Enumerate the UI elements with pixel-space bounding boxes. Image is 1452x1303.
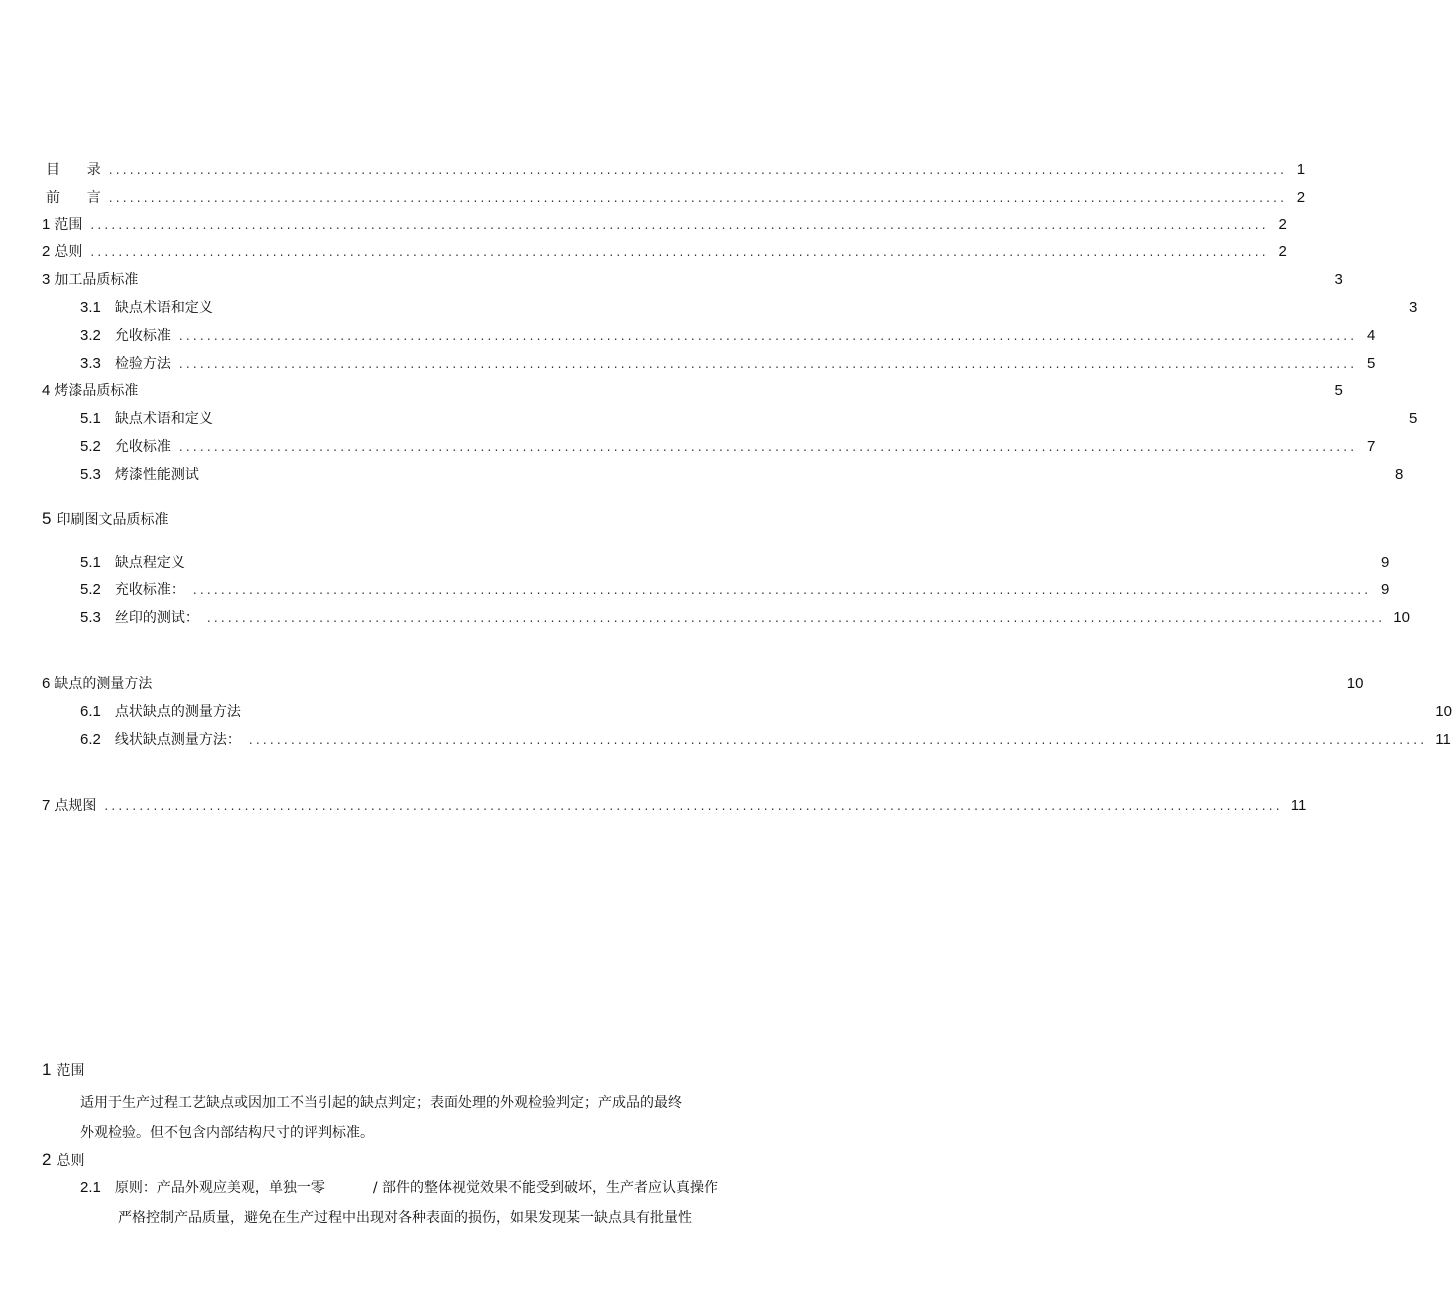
toc-entry-title: 缺点的测量方法 (54, 676, 153, 692)
toc-entry-page: 4 (1366, 327, 1376, 344)
toc-entry[interactable] (42, 674, 1364, 694)
toc-entry-title: 烤漆性能测试 (114, 467, 199, 483)
toc-leader-dots: ........................................................................................................................................................................ (108, 163, 1288, 177)
paragraph-line: 外观检验。但不包含内部结构尺寸的评判标准。 (80, 1125, 374, 1141)
toc-entry[interactable] (80, 437, 1376, 457)
toc-entry-page: 9 (1380, 554, 1390, 571)
toc-entry-number: 5.1 (80, 554, 101, 571)
toc-heading-number: 5 (42, 509, 52, 528)
toc-entry-title: 范围 (54, 217, 83, 233)
toc-entry[interactable] (80, 354, 1376, 374)
toc-leader-dots: ........................................................................................................................................................................ (90, 218, 1269, 232)
clause-text: 原则：产品外观应美观，单独一零 (114, 1180, 325, 1196)
toc-entry-number: 5.2 (80, 581, 101, 598)
toc-entry-number: 3.2 (80, 327, 101, 344)
toc-leader-dots: ........................................................................................................................................................................ (206, 611, 1386, 625)
toc-entry[interactable] (80, 608, 1410, 628)
clause-text: / 部件的整体视觉效果不能受到破坏，生产者应认真操作 (372, 1180, 719, 1196)
clause-2-1-line (80, 1178, 718, 1198)
toc-entry[interactable] (80, 702, 1452, 722)
toc-entry-page: 10 (1393, 609, 1410, 626)
toc-entry[interactable] (80, 730, 1451, 750)
toc-entry-page: 7 (1366, 438, 1376, 455)
toc-entry-title: 点规图 (54, 798, 97, 814)
toc-entry-title: 允收标准 (114, 328, 171, 344)
section-number: 1 (42, 1060, 52, 1079)
toc-entry-title: 检验方法 (114, 356, 171, 372)
toc-entry-page: 2 (1278, 216, 1287, 233)
toc-entry-page: 9 (1380, 581, 1390, 598)
toc-leader-dots: ........................................................................................................................................................................ (90, 245, 1269, 259)
toc-leader-dots: ........................................................................................................................................................................ (178, 357, 1358, 371)
toc-entry-title: 丝印的测试： (114, 610, 199, 626)
section-number: 2 (42, 1150, 52, 1169)
toc-entry-title: 允收标准 (114, 439, 171, 455)
toc-entry-title: 烤漆品质标准 (54, 383, 139, 399)
toc-entry-title: 缺点术语和定义 (114, 300, 213, 316)
toc-leader-dots: ........................................................................................................................................................................ (178, 440, 1358, 454)
toc-entry[interactable] (42, 796, 1307, 816)
toc-entry-page: 11 (1435, 731, 1451, 748)
toc-entry[interactable] (80, 465, 1404, 485)
paragraph-line: 严格控制产品质量，避免在生产过程中出现对各种表面的损伤，如果发现某一缺点具有批量性 (118, 1210, 692, 1226)
toc-entry-title: 加工品质标准 (54, 272, 139, 288)
section-title: 总则 (56, 1153, 85, 1169)
toc-entry-title: 缺点程定义 (114, 555, 185, 571)
toc-entry-page: 3 (1334, 271, 1343, 288)
toc-entry[interactable] (42, 160, 1306, 180)
toc-entry-number: 3.1 (80, 299, 101, 316)
toc-leader-dots: ........................................................................................................................................................................ (248, 733, 1428, 747)
toc-entry-page: 1 (1296, 161, 1306, 178)
toc-entry-number: 3.3 (80, 355, 101, 372)
toc-entry[interactable] (42, 270, 1343, 290)
toc-entry-number: 5.3 (80, 466, 101, 483)
clause-number: 2.1 (80, 1179, 101, 1196)
toc-entry[interactable] (80, 298, 1418, 318)
toc-entry-page: 5 (1408, 410, 1418, 427)
toc-entry-number: 4 (42, 382, 51, 399)
toc-entry-title: 目 录 (46, 162, 101, 178)
toc-leader-dots: ........................................................................................................................................................................ (192, 583, 1372, 597)
toc-entry-page: 5 (1334, 382, 1343, 399)
toc-entry-title: 缺点术语和定义 (114, 411, 213, 427)
toc-entry[interactable] (80, 409, 1418, 429)
toc-entry-title: 总则 (54, 244, 83, 260)
toc-entry-page: 11 (1290, 797, 1307, 814)
toc-entry-number: 6.1 (80, 703, 101, 720)
toc-leader-dots: ........................................................................................................................................................................ (108, 191, 1288, 205)
toc-entry-title: 点状缺点的测量方法 (114, 704, 241, 720)
toc-entry-number: 3 (42, 271, 51, 288)
toc-entry-page: 2 (1278, 243, 1287, 260)
toc-heading-title: 印刷图文品质标准 (56, 512, 169, 528)
toc-entry-page: 5 (1366, 355, 1376, 372)
toc-entry[interactable] (80, 553, 1390, 573)
toc-entry-title: 充收标准： (114, 582, 185, 598)
toc-heading-printing[interactable] (42, 509, 168, 530)
toc-entry-title: 线状缺点测量方法： (114, 732, 241, 748)
toc-leader-dots: ........................................................................................................................................................................ (104, 799, 1283, 813)
toc-entry[interactable] (80, 580, 1390, 600)
toc-entry-number: 7 (42, 797, 51, 814)
toc-entry-page: 3 (1408, 299, 1418, 316)
toc-entry-number: 5.3 (80, 609, 101, 626)
section-title: 范围 (56, 1063, 85, 1079)
toc-entry[interactable] (42, 215, 1287, 235)
toc-entry[interactable] (80, 326, 1376, 346)
section-2-heading (42, 1150, 84, 1171)
toc-entry-page: 2 (1296, 189, 1306, 206)
toc-entry-page: 10 (1435, 703, 1452, 720)
toc-entry-page: 10 (1346, 675, 1364, 692)
toc-entry[interactable] (42, 381, 1343, 401)
toc-leader-dots: ........................................................................................................................................................................ (178, 329, 1358, 343)
toc-entry-number: 6.2 (80, 731, 101, 748)
toc-entry-number: 1 (42, 216, 51, 233)
toc-entry[interactable] (42, 188, 1306, 208)
toc-entry-number: 5.1 (80, 410, 101, 427)
toc-entry-number: 5.2 (80, 438, 101, 455)
toc-entry-number: 6 (42, 675, 51, 692)
toc-entry[interactable] (42, 242, 1287, 262)
section-1-heading (42, 1060, 84, 1081)
toc-entry-title: 前 言 (46, 190, 101, 206)
toc-entry-number: 2 (42, 243, 51, 260)
paragraph-line: 适用于生产过程工艺缺点或因加工不当引起的缺点判定；表面处理的外观检验判定；产成品的最终 (80, 1095, 682, 1111)
toc-entry-page: 8 (1394, 466, 1404, 483)
